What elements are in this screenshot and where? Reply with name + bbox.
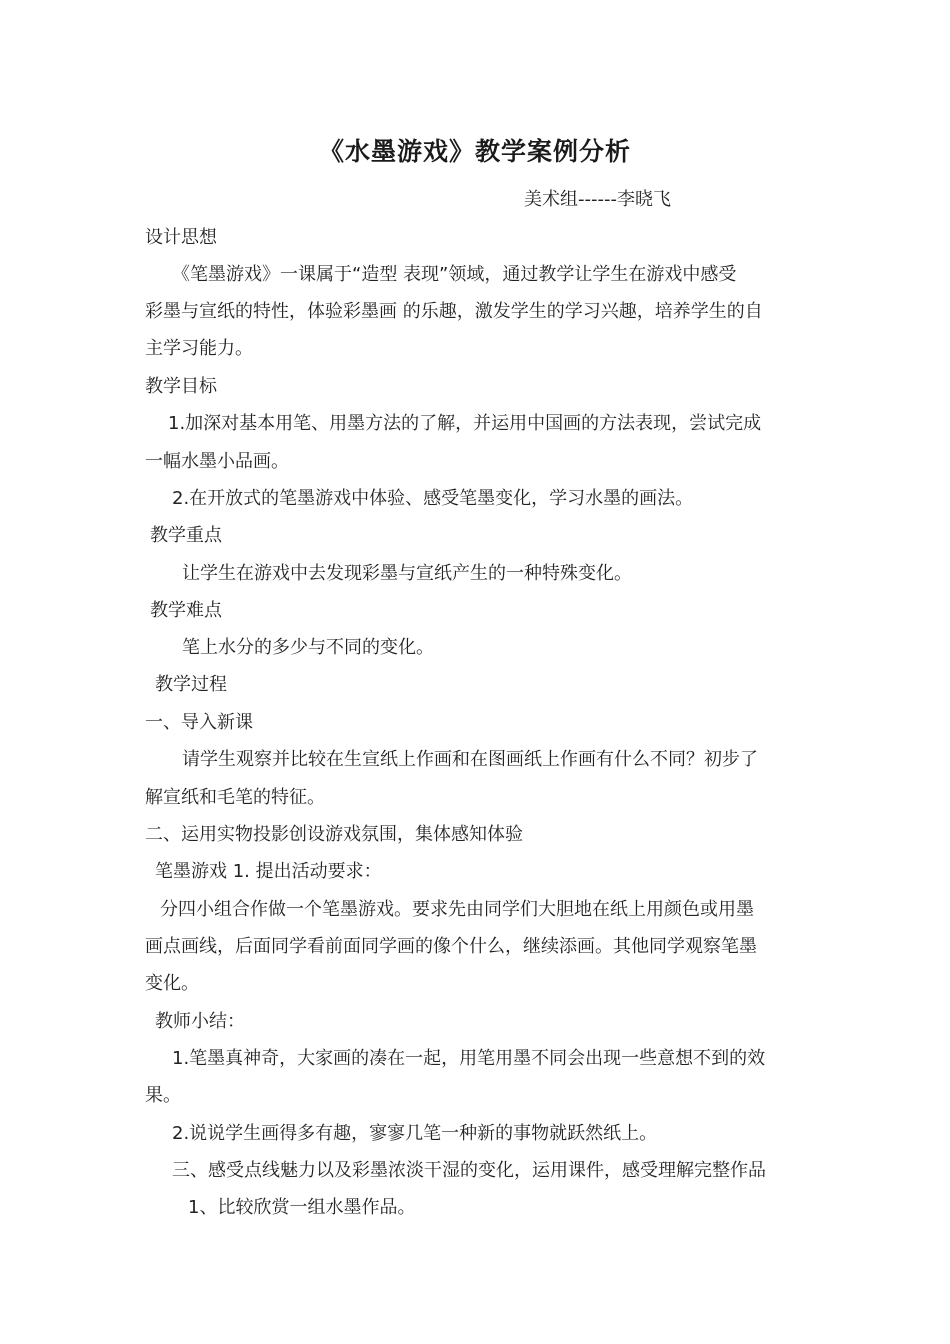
paragraph-line: 分四小组合作做一个笔墨游戏。要求先由同学们大胆地在纸上用颜色或用墨 xyxy=(160,899,754,920)
paragraph-line: 笔上水分的多少与不同的变化。 xyxy=(182,637,434,658)
section-heading-key-points: 教学重点 xyxy=(150,525,222,546)
paragraph-line: 2.在开放式的笔墨游戏中体验、感受笔墨变化，学习水墨的画法。 xyxy=(172,488,694,509)
paragraph-line: 彩墨与宣纸的特性，体验彩墨画 的乐趣，激发学生的学习兴趣，培养学生的自 xyxy=(145,301,763,322)
paragraph-line: 1.笔墨真神奇，大家画的凑在一起，用笔用墨不同会出现一些意想不到的效 xyxy=(172,1048,766,1069)
document-author: 美术组------李晓飞 xyxy=(524,189,671,210)
section-heading-design-idea: 设计思想 xyxy=(145,227,217,248)
document-title: 《水墨游戏》教学案例分析 xyxy=(318,137,631,166)
subsection-heading: 三、感受点线魅力以及彩墨浓淡干湿的变化，运用课件，感受理解完整作品 xyxy=(172,1160,766,1181)
paragraph-line: 解宣纸和毛笔的特征。 xyxy=(145,787,325,808)
paragraph-line: 《笔墨游戏》一课属于“造型 表现”领域，通过教学让学生在游戏中感受 xyxy=(172,264,737,285)
paragraph-line: 1.加深对基本用笔、用墨方法的了解，并运用中国画的方法表现，尝试完成 xyxy=(168,413,762,434)
paragraph-line: 一幅水墨小品画。 xyxy=(145,451,289,472)
paragraph-line: 请学生观察并比较在生宣纸上作画和在图画纸上作画有什么不同？初步了 xyxy=(182,749,758,770)
paragraph-line: 让学生在游戏中去发现彩墨与宣纸产生的一种特殊变化。 xyxy=(182,563,632,584)
paragraph-line: 主学习能力。 xyxy=(145,338,253,359)
paragraph-line: 变化。 xyxy=(145,973,199,994)
section-heading-difficulties: 教学难点 xyxy=(150,600,222,621)
paragraph-line: 1、比较欣赏一组水墨作品。 xyxy=(188,1197,416,1218)
paragraph-line: 画点画线，后面同学看前面同学画的像个什么，继续添画。其他同学观察笔墨 xyxy=(145,936,757,957)
subsection-heading: 一、导入新课 xyxy=(145,712,253,733)
section-heading-teaching-goals: 教学目标 xyxy=(145,376,217,397)
paragraph-line: 2.说说学生画得多有趣，寥寥几笔一种新的事物就跃然纸上。 xyxy=(172,1123,658,1144)
paragraph-line: 教师小结： xyxy=(155,1011,245,1032)
section-heading-process: 教学过程 xyxy=(155,674,227,695)
subsection-heading: 二、运用实物投影创设游戏氛围，集体感知体验 xyxy=(145,824,523,845)
paragraph-line: 笔墨游戏 1. 提出活动要求： xyxy=(155,861,382,882)
paragraph-line: 果。 xyxy=(145,1085,181,1106)
